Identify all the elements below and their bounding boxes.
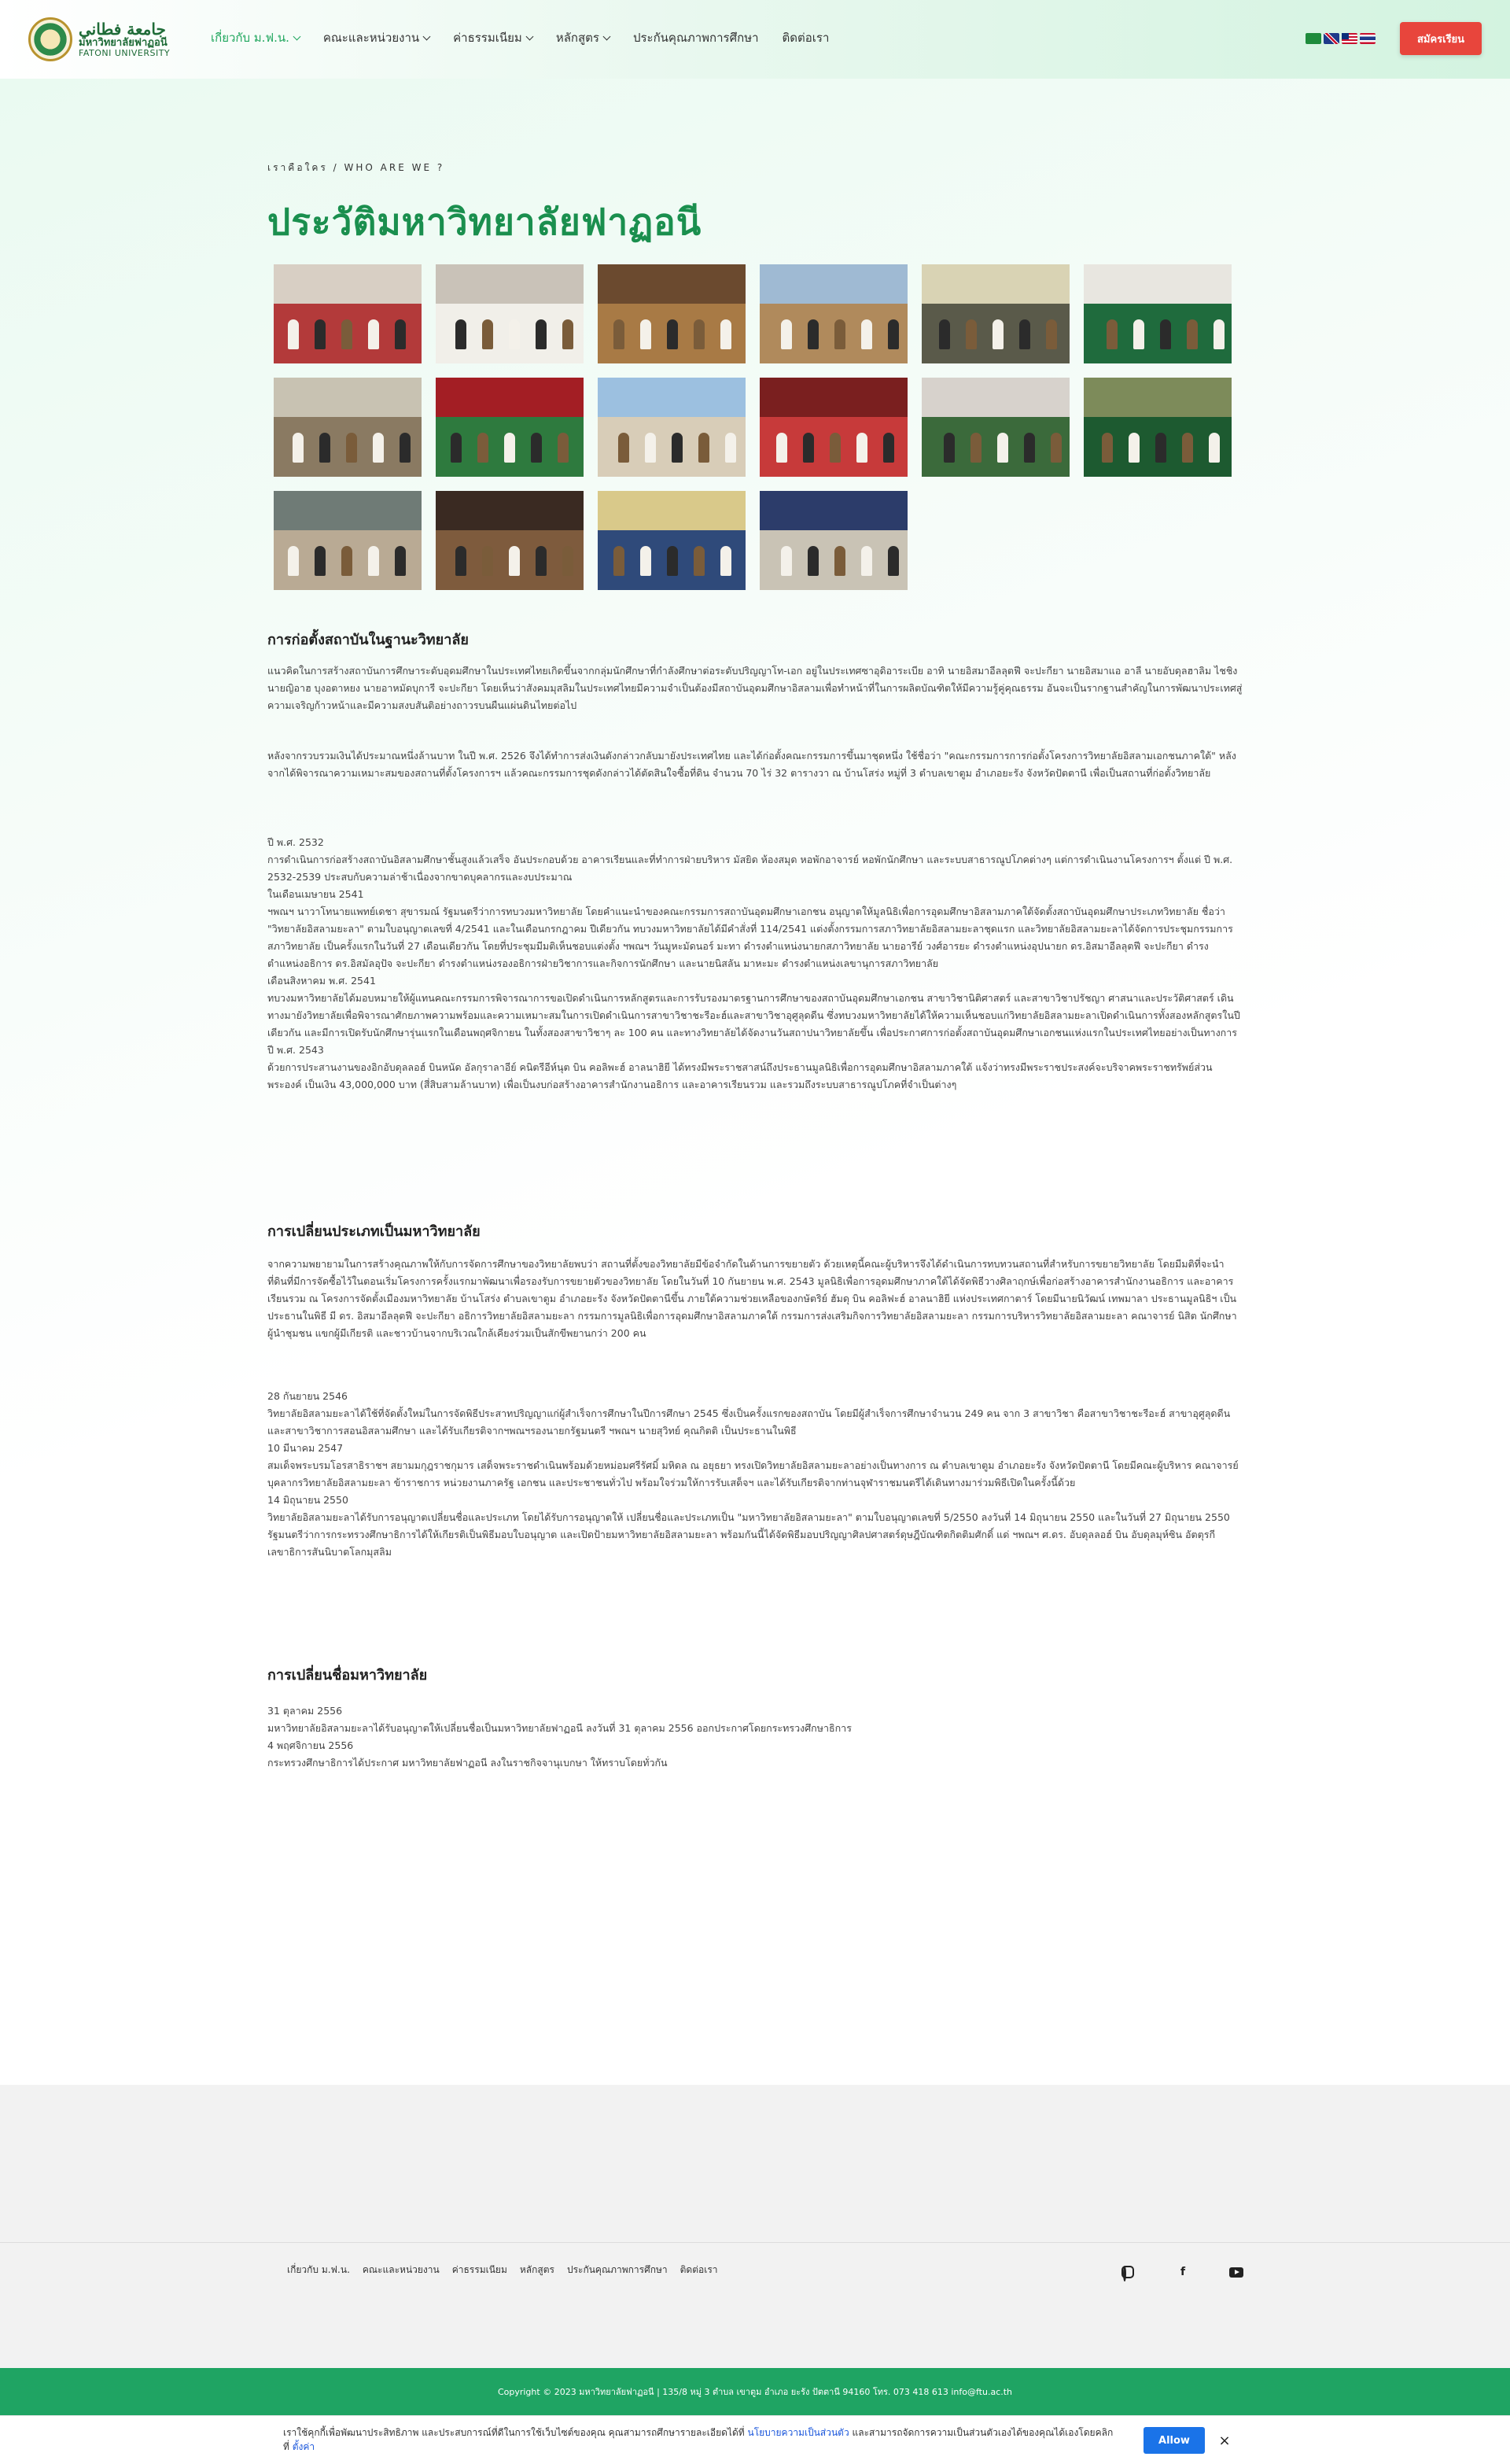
site-header	[0, 0, 1510, 79]
allow-cookies-button[interactable]: Allow	[1144, 2427, 1205, 2454]
cookie-text-part: และสามารถจัดการความเป็นส่วนตัวเองได้ของคุณได้เองโดยคลิกที่	[283, 2427, 1114, 2452]
nav-label: คณะและหน่วยงาน	[322, 31, 420, 45]
nav-item-fees[interactable]	[453, 28, 532, 47]
section-paragraph: หลังจากรวบรวมเงินได้ประมาณหนึ่งล้านบาท ในปี พ.ศ. 2526 จึงได้ทำการส่งเงินดังกล่าวกลับมายังประเทศไทย และได้ก่อตั้งคณะกรรมการขึ้นมาชุดหนึ่ง ใช้ชื่อว่า "คณะกรรมการการก่อตั้งโครงการวิทยาลัยอิสลามเอกชนภาคใต้" หลังจากได้พิจารณาความเหมาะสมของสถานที่ตั้งโครงการฯ แล้วคณะกรรมการชุดดังกล่าวได้ตัดสินใจซื้อที่ดิน จำนวน 70 ไร่ 32 ตารางวา ณ บ้านโสร่ง หมู่ที่ 3 ตำบลเขาตูม อำเภอยะรัง จังหวัดปัตตานี เพื่อเป็นสถานที่ก่อตั้งวิทยาลัย	[267, 750, 1236, 779]
gallery-photo[interactable]	[760, 491, 908, 590]
gallery-photo[interactable]	[274, 378, 422, 477]
cookie-banner	[0, 2415, 1510, 2464]
section-paragraph: จากความพยายามในการสร้างคุณภาพให้กับการจัดการศึกษาของวิทยาลัยพบว่า สถานที่ตั้งของวิทยาลัยมีข้อจำกัดในด้านการขยายตัว ด้วยเหตุนี้คณะผู้บริหารจึงได้ดำเนินการทบทวนสถานที่สำหรับการขยายวิทยาลัย โดยมีมติที่จะนำที่ดินที่มีการจัดซื้อไว้ในตอนเริ่มโครงการครั้งแรกมาพัฒนาเพื่อรองรับการขยายตัวของวิทยาลัย โดยในวันที่ 10 กันยายน พ.ศ. 2543 มูลนิธิเพื่อการอุดมศึกษาภาคใต้ได้จัดพิธีวางศิลาฤกษ์เพื่อก่อสร้างอาคารสำนักงานอธิการ และอาคารเรียนรวม ณ โครงการจัดตั้งเมืองมหาวิทยาลัย บ้านโสร่ง ตำบลเขาตูม อำเภอยะรัง จังหวัดปัตตานีขึ้น ภายใต้ความช่วยเหลือของกษัตริย์ ฮัมดุ บิน คอลิฟะฮ์ อาลนาฮิยี แห่งประเทศกาตาร์ โดยมีนายนิวัฒน์ เทพมาลา ประธานมูลนิธิฯ เป็นประธานในพิธี มี ดร. อิสมาอีลลุตฟี จะปะกียา อธิการวิทยาลัยอิสลามยะลา กรรมการมูลนิธิเพื่อการอุดมศึกษาอิสลามภาคใต้ กรรมการส่งเสริมกิจการวิทยาลัยอิสลามยะลา กรรมการบริหารวิทยาลัยอิสลามยะลา คณาจารย์ นิสิต นักศึกษา ผู้นำชุมชน แขกผู้มีเกียรติ และชาวบ้านจากบริเวณใกล้เคียงร่วมเป็นสักขีพยานกว่า 200 คน	[267, 1258, 1237, 1339]
footer	[0, 2085, 1510, 2368]
gallery-photo[interactable]	[1084, 264, 1232, 363]
gallery-photo[interactable]	[598, 378, 746, 477]
chevron-down-icon	[602, 32, 610, 40]
nav-item-quality-assurance[interactable]	[633, 28, 759, 47]
main-nav	[211, 28, 829, 47]
gallery-photo[interactable]	[598, 491, 746, 590]
nav-label: ค่าธรรมเนียม	[453, 31, 522, 45]
section-paragraph: 31 ตุลาคม 2556 มหาวิทยาลัยอิสลามยะลาได้รับอนุญาตให้เปลี่ยนชื่อเป็นมหาวิทยาลัยฟาฏอนี ลงวันที่ 31 ตุลาคม 2556 ออกประกาศโดยกระทรวงศึกษาธิการ 4 พฤศจิกายน 2556 กระทรวงศึกษาธิการได้ประกาศ มหาวิทยาลัยฟาฏอนี ลงในราชกิจจานุเบกษา ให้ทราบโดยทั่วกัน	[267, 1705, 852, 1769]
university-logo[interactable]	[28, 14, 171, 65]
gallery-photo[interactable]	[598, 264, 746, 363]
gallery-photo[interactable]	[274, 264, 422, 363]
gallery-photo[interactable]	[436, 491, 584, 590]
nav-item-faculties[interactable]	[323, 28, 429, 47]
nav-label: ประกันคุณภาพการศึกษา	[632, 31, 759, 45]
footer-nav	[287, 2263, 718, 2278]
privacy-policy-link[interactable]: นโยบายความเป็นส่วนตัว	[747, 2427, 849, 2438]
nav-item-contact[interactable]	[783, 28, 830, 47]
my-flag-icon[interactable]	[1342, 33, 1357, 44]
th-flag-icon[interactable]	[1360, 33, 1376, 44]
copyright-bar: Copyright © 2023 มหาวิทยาลัยฟาฏอนี | 135/8 หมู่ 3 ตำบล เขาตูม อำเภอ ยะรัง ปัตตานี 94160 โทร. 073 418 613 info@ftu.ac.th	[0, 2368, 1510, 2415]
footer-link-faculties[interactable]: คณะและหน่วยงาน	[362, 2264, 440, 2275]
nav-item-about[interactable]	[211, 28, 300, 47]
footer-link-about[interactable]: เกี่ยวกับ ม.ฟ.น.	[287, 2264, 350, 2275]
section-paragraph: 28 กันยายน 2546 วิทยาลัยอิสลามยะลาได้ใช้ที่จัดตั้งใหม่ในการจัดพิธีประสาทปริญญาแก่ผู้สำเร็จการศึกษาในปีการศึกษา 2545 ซึ่งเป็นครั้งแรกของสถาบัน โดยมีผู้สำเร็จการศึกษาจำนวน 249 คน จาก 3 สาขาวิชา คือสาขาวิชาชะรีอะฮ์ สาขาอุศูลุดดีน และสาขาวิชาการสอนอิสลามศึกษา และได้รับเกียรติจากฯพณฯรองนายกรัฐมนตรี ฯพณฯ นายสุวิทย์ คุณกิตติ เป็นประธานในพิธี 10 มีนาคม 2547 สมเด็จพระบรมโอรสาธิราชฯ สยามมกุฎราชกุมาร เสด็จพระราชดำเนินพร้อมด้วยหม่อมศรีรัศมิ์ มหิดล ณ อยุธยา ทรงเปิดวิทยาลัยอิสลามยะลาอย่างเป็นทางการ ณ ตำบลเขาตูม อำเภอยะรัง จังหวัดปัตตานี โดยมีคณะผู้บริหาร คณาจารย์ บุคลากรวิทยาลัยอิสลามยะลา ข้าราชการ หน่วยงานภาครัฐ เอกชน และประชาชนทั่วไป พร้อมใจร่วมให้การรับเสด็จฯ และได้รับเกียรติจากท่านจุฬาราชมนตรีได้เดินทางมาร่วมพิธีเปิดในครั้งนี้ด้วย 14 มิถุนายน 2550 วิทยาลัยอิสลามยะลาได้รับการอนุญาตเปลี่ยนชื่อและประเภท โดยได้รับการอนุญาตให้ เปลี่ยนชื่อและประเภทเป็น "มหาวิทยาลัยอิสลามยะลา" ตามใบอนุญาตเลขที่ 5/2550 ลงวันที่ 14 มิถุนายน 2550 และในวันที่ 27 มิถุนายน 2550 รัฐมนตรีว่าการกระทรวงศึกษาธิการได้ให้เกียรติเป็นพิธีมอบใบอนุญาต และเปิดป้ายมหาวิทยาลัยอิสลามยะลา พร้อมกันนี้ได้จัดพิธีมอบปริญญาศิลปศาสตร์ดุษฎีบัณฑิตกิตติมศักดิ์ แด่ ฯพณฯ ศ.ดร. อับดุลลอฮ์ บิน อับดุลมุห์ซิน อัตตุรกี เลขาธิการสันนิบาตโลกมุสลิม	[267, 1390, 1239, 1558]
logo-thai-text: มหาวิทยาลัยฟาฏอนี	[79, 36, 168, 49]
logo-arabic-text: جامعة فطاني	[79, 19, 166, 39]
sa-flag-icon[interactable]	[1306, 33, 1321, 44]
footer-link-quality-assurance[interactable]: ประกันคุณภาพการศึกษา	[566, 2264, 668, 2275]
section-heading-founding: การก่อตั้งสถาบันในฐานะวิทยาลัย	[267, 632, 469, 648]
page-title: ประวัติมหาวิทยาลัยฟาฏอนี	[267, 201, 702, 243]
footer-link-fees[interactable]: ค่าธรรมเนียม	[451, 2264, 507, 2275]
gallery-photo[interactable]	[274, 491, 422, 590]
section-paragraph: แนวคิดในการสร้างสถาบันการศึกษาระดับอุดมศึกษาในประเทศไทยเกิดขึ้นจากกลุ่มนักศึกษาที่กำลังศึกษาต่อระดับปริญญาโท-เอก อยู่ในประเทศซาอุดิอาระเบีย อาทิ นายอิสมาอีลลุตฟี จะปะกียา นายอิสมาแอ อาลี นายอับดุลฮาลิม ไชชิง นายญิอาฮ บุงอตาหยง นายอาหมัดบุการี จะปะกียา โดยเห็นว่าสังคมมุสลิมในประเทศไทยมีความจำเป็นต้องมีสถาบันอุดมศึกษาอิสลามเพื่อทำหน้าที่ในการผลิตบัณฑิตให้มีความรู้คู่คุณธรรม อันจะเป็นรากฐานสำคัญในการพัฒนาประเทศสู่ความเจริญก้าวหน้าและมีความสงบสันติอย่างถาวรบนผืนแผ่นดินไทยต่อไป	[267, 665, 1243, 711]
nav-label: เกี่ยวกับ ม.ฟ.น.	[211, 31, 289, 45]
logo-english-text: FATONI UNIVERSITY	[79, 47, 171, 58]
gallery-photo[interactable]	[922, 378, 1070, 477]
gallery-photo[interactable]	[922, 264, 1070, 363]
section-paragraph: ปี พ.ศ. 2532 การดำเนินการก่อสร้างสถาบันอิสลามศึกษาชั้นสูงแล้วเสร็จ อันประกอบด้วย อาคารเรียนและที่ทำการฝ่ายบริหาร มัสยิด ห้องสมุด หอพักอาจารย์ หอพักนักศึกษา และระบบสาธารณูปโภคต่างๆ แต่การดำเนินงานโครงการฯ ตั้งแต่ ปี พ.ศ. 2532-2539 ประสบกับความล่าช้าเนื่องจากขาดบุคลากรและงบประมาณ ในเดือนเมษายน 2541 ฯพณฯ นาวาโทนายแพทย์เดชา สุขารมณ์ รัฐมนตรีว่าการทบวงมหาวิทยาลัย โดยคำแนะนำของคณะกรรมการสถาบันอุดมศึกษาเอกชน อนุญาตให้มูลนิธิเพื่อการอุดมศึกษาอิสลามภาคใต้จัดตั้งสถาบันอุดมศึกษาประเภทวิทยาลัย ชื่อว่า "วิทยาลัยอิสลามยะลา" ตามใบอนุญาตเลขที่ 4/2541 และในเดือนกรกฎาคม ปีเดียวกัน ทบวงมหาวิทยาลัยได้มีคำสั่งที่ 114/2541 แต่งตั้งกรรมการสภาวิทยาลัยอิสลามยะลาชุดแรก และวิทยาลัยอิสลามยะลาได้จัดการประชุมกรรมการสภาวิทยาลัย เป็นครั้งแรกในวันที่ 27 เดือนเดียวกัน โดยที่ประชุมมีมติเห็นชอบแต่งตั้ง ฯพณฯ วันมูหะมัดนอร์ มะทา ดำรงตำแหน่งนายกสภาวิทยาลัย นายอารีย์ วงศ์อารยะ ดำรงตำแหน่งอุปนายก ดร.อิสมาอีลลุตฟี จะปะกียา ดำรงตำแหน่งอธิการ ดร.อิสมัลอุปัจ จะปะกียา ดำรงตำแหน่งรองอธิการฝ่ายวิชาการและกิจการนักศึกษา และนายนิสลัน มาหะมะ ดำรงตำแหน่งเลขานุการสภาวิทยาลัย เดือนสิงหาคม พ.ศ. 2541 ทบวงมหาวิทยาลัยได้มอบหมายให้ผู้แทนคณะกรรมการพิจารณาการขอเปิดดำเนินการหลักสูตรและการรับรองมาตรฐานการศึกษาของสถาบันอุดมศึกษาเอกชน สาขาวิชานิติศาสตร์ และสาขาวิชาปรัชญา ศาสนาและประวัติศาสตร์ เดินทางมายังวิทยาลัยเพื่อพิจารณาศักยภาพความพร้อมและความเหมาะสมในการเปิดดำเนินการสาขาวิชาชะรีอะฮ์และสาขาวิชาอุศูลุดดีน ซึ่งทบวงมหาวิทยาลัยได้ให้ความเห็นชอบแก่วิทยาลัยอิสลามยะลาเปิดดำเนินการทั้งสองหลักสูตรในปีเดียวกัน และมีการเปิดรับนักศึกษารุ่นแรกในเดือนพฤศจิกายน ในทั้งสองสาขาวิชาๆ ละ 100 คน และทางวิทยาลัยได้จัดงานวันสถาปนาวิทยาลัยขึ้น เพื่อประกาศการก่อตั้งสถาบันอุดมศึกษาเอกชนแห่งแรกในประเทศไทยอย่างเป็นทางการ ปี พ.ศ. 2543 ด้วยการประสานงานของอิกอับดุลลอฮ์ บินหนัด อัลกุราลาอีย์ คนิตรีอีห์นุต บิน คอลิพะฮ์ อาลนาฮิยี ได้ทรงมีพระราชสาสน์ถึงประธานมูลนิธิเพื่อการอุดมศึกษาอิสลามภาคใต้ แจ้งว่าทรงมีพระราชประสงค์จะบริจาคพระราชทรัพย์ส่วนพระองค์ เป็นเงิน 43,000,000 บาท (สี่สิบสามล้านบาท) เพื่อเป็นงบก่อสร้างอาคารสำนักงานอธิการ และอาคารเรียนรวม และรวมถึงระบบสาธารณูปโภคที่จำเป็นต่างๆ	[267, 836, 1240, 1090]
university-seal-icon	[28, 17, 72, 61]
cookie-settings-link[interactable]: ตั้งค่า	[292, 2441, 315, 2452]
gallery-photo[interactable]	[1084, 378, 1232, 477]
gallery-photo[interactable]	[436, 264, 584, 363]
apply-button[interactable]: สมัครเรียน	[1400, 22, 1482, 55]
section-heading-name-change: การเปลี่ยนชื่อมหาวิทยาลัย	[267, 1667, 428, 1684]
chevron-down-icon	[293, 32, 300, 40]
cookie-text	[283, 2425, 1117, 2454]
gallery-photo[interactable]	[760, 378, 908, 477]
footer-link-contact[interactable]: ติดต่อเรา	[680, 2264, 718, 2275]
facebook-icon[interactable]: f	[1180, 2266, 1186, 2278]
gallery-photo[interactable]	[760, 264, 908, 363]
footer-link-programs[interactable]: หลักสูตร	[519, 2264, 554, 2275]
chevron-down-icon	[423, 32, 431, 40]
instagram-icon[interactable]	[1120, 2264, 1136, 2280]
uk-flag-icon[interactable]	[1324, 33, 1339, 44]
nav-label: หลักสูตร	[555, 31, 599, 45]
section-heading-university-status: การเปลี่ยนประเภทเป็นมหาวิทยาลัย	[267, 1223, 481, 1240]
nav-label: ติดต่อเรา	[782, 31, 830, 45]
cookie-text-part: เราใช้คุกกี้เพื่อพัฒนาประสิทธิภาพ และประสบการณ์ที่ดีในการใช้เว็บไซต์ของคุณ คุณสามารถศึกษารายละเอียดได้ที่	[283, 2427, 745, 2438]
nav-item-programs[interactable]	[556, 28, 610, 47]
language-switcher	[1306, 33, 1376, 44]
page-kicker: เราคือใคร / WHO ARE WE ?	[267, 162, 445, 173]
footer-divider	[0, 2242, 1510, 2243]
gallery-photo[interactable]	[436, 378, 584, 477]
close-icon[interactable]: ×	[1218, 2432, 1231, 2449]
chevron-down-icon	[525, 32, 533, 40]
youtube-icon[interactable]	[1228, 2264, 1244, 2280]
